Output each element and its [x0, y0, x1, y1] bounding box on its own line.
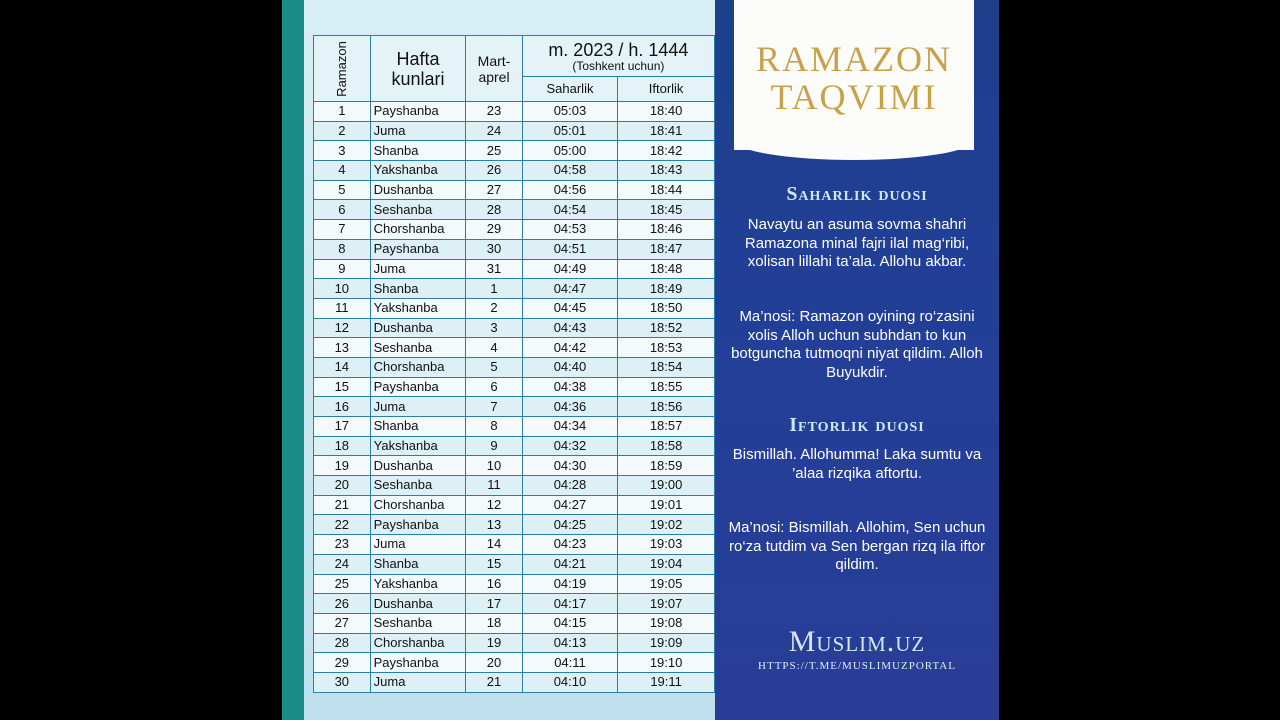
cell-saharlik-time: 05:03: [522, 102, 617, 122]
cell-ramazon-day: 29: [314, 653, 371, 673]
cell-weekday: Shanba: [370, 141, 466, 161]
cell-ramazon-day: 6: [314, 200, 371, 220]
teal-side-strip: [282, 0, 304, 720]
cell-date: 14: [466, 535, 522, 555]
cell-saharlik-time: 04:19: [522, 574, 617, 594]
cell-iftorlik-time: 19:11: [618, 672, 715, 692]
cell-saharlik-time: 04:54: [522, 200, 617, 220]
cell-saharlik-time: 04:34: [522, 417, 617, 437]
cell-weekday: Dushanba: [370, 594, 466, 614]
saharlik-meaning: Ma’nosi: Ramazon oyining ro‘zasini xolis Alloh uchun subhdan to kun botguncha tutmoqni niyat qildim. Alloh Buyukdir.: [731, 308, 983, 381]
cell-date: 13: [466, 515, 522, 535]
ramadan-calendar-poster: [282, 0, 999, 720]
saharlik-title: Saharlik duosi: [786, 183, 928, 205]
cell-ramazon-day: 25: [314, 574, 371, 594]
cell-iftorlik-time: 19:03: [618, 535, 715, 555]
cell-iftorlik-time: 18:59: [618, 456, 715, 476]
cell-date: 6: [466, 377, 522, 397]
cell-ramazon-day: 13: [314, 338, 371, 358]
cell-iftorlik-time: 18:58: [618, 436, 715, 456]
iftorlik-title: Iftorlik duosi: [789, 414, 925, 436]
cell-iftorlik-time: 18:53: [618, 338, 715, 358]
cell-ramazon-day: 18: [314, 436, 371, 456]
cell-ramazon-day: 26: [314, 594, 371, 614]
cell-date: 24: [466, 121, 522, 141]
table-row: [314, 495, 715, 515]
cell-ramazon-day: 30: [314, 672, 371, 692]
cell-date: 27: [466, 180, 522, 200]
cell-saharlik-time: 04:43: [522, 318, 617, 338]
table-row: [314, 417, 715, 437]
table-row: [314, 141, 715, 161]
cell-weekday: Payshanba: [370, 239, 466, 259]
table-row: [314, 613, 715, 633]
cell-date: 18: [466, 613, 522, 633]
table-row: [314, 357, 715, 377]
cell-weekday: Payshanba: [370, 102, 466, 122]
cell-weekday: Shanba: [370, 279, 466, 299]
table-row: [314, 298, 715, 318]
cell-weekday: Seshanba: [370, 338, 466, 358]
saharlik-text: Navaytu an asuma sovma shahri Ramazona minal fajri ilal mag‘ribi, xolisan lillahi ta’ala. Allohu akbar.: [744, 216, 970, 270]
cell-weekday: Chorshanba: [370, 220, 466, 240]
table-row: [314, 121, 715, 141]
cell-iftorlik-time: 19:01: [618, 495, 715, 515]
banner-title: RAMAZON TAQVIMI: [755, 39, 952, 117]
cell-weekday: Payshanba: [370, 377, 466, 397]
table-row: [314, 535, 715, 555]
table-row: [314, 279, 715, 299]
header-ramazon: Ramazon: [314, 36, 371, 102]
cell-saharlik-time: 04:11: [522, 653, 617, 673]
cell-date: 30: [466, 239, 522, 259]
cell-saharlik-time: 04:42: [522, 338, 617, 358]
prayers-panel: [715, 0, 999, 720]
cell-ramazon-day: 10: [314, 279, 371, 299]
calendar-panel: [282, 0, 715, 720]
cell-weekday: Yakshanba: [370, 436, 466, 456]
table-row: [314, 220, 715, 240]
cell-weekday: Juma: [370, 259, 466, 279]
cell-iftorlik-time: 19:08: [618, 613, 715, 633]
cell-iftorlik-time: 18:52: [618, 318, 715, 338]
cell-saharlik-time: 05:00: [522, 141, 617, 161]
cell-saharlik-time: 04:25: [522, 515, 617, 535]
cell-iftorlik-time: 19:10: [618, 653, 715, 673]
cell-iftorlik-time: 18:57: [618, 417, 715, 437]
cell-ramazon-day: 19: [314, 456, 371, 476]
cell-ramazon-day: 15: [314, 377, 371, 397]
table-row: [314, 161, 715, 181]
cell-weekday: Yakshanba: [370, 161, 466, 181]
cell-ramazon-day: 7: [314, 220, 371, 240]
cell-weekday: Juma: [370, 672, 466, 692]
cell-date: 16: [466, 574, 522, 594]
cell-date: 3: [466, 318, 522, 338]
cell-ramazon-day: 20: [314, 476, 371, 496]
table-row: [314, 259, 715, 279]
cell-iftorlik-time: 19:07: [618, 594, 715, 614]
cell-date: 29: [466, 220, 522, 240]
cell-weekday: Seshanba: [370, 476, 466, 496]
cell-date: 11: [466, 476, 522, 496]
table-row: [314, 653, 715, 673]
table-row: [314, 318, 715, 338]
cell-date: 23: [466, 102, 522, 122]
cell-weekday: Juma: [370, 121, 466, 141]
cell-saharlik-time: 04:49: [522, 259, 617, 279]
cell-iftorlik-time: 18:45: [618, 200, 715, 220]
calendar-rows: [314, 102, 715, 693]
cell-iftorlik-time: 18:42: [618, 141, 715, 161]
iftorlik-text: Bismillah. Allohumma! Laka sumtu va ’alaa rizqika aftortu.: [732, 446, 982, 482]
cell-ramazon-day: 28: [314, 633, 371, 653]
cell-weekday: Seshanba: [370, 200, 466, 220]
cell-iftorlik-time: 18:44: [618, 180, 715, 200]
cell-saharlik-time: 04:13: [522, 633, 617, 653]
cell-saharlik-time: 04:10: [522, 672, 617, 692]
cell-ramazon-day: 17: [314, 417, 371, 437]
cell-saharlik-time: 04:32: [522, 436, 617, 456]
cell-saharlik-time: 04:15: [522, 613, 617, 633]
cell-date: 19: [466, 633, 522, 653]
cell-saharlik-time: 04:40: [522, 357, 617, 377]
cell-ramazon-day: 1: [314, 102, 371, 122]
header-date: Mart- aprel: [466, 36, 522, 102]
cell-saharlik-time: 04:56: [522, 180, 617, 200]
cell-saharlik-time: 05:01: [522, 121, 617, 141]
cell-ramazon-day: 2: [314, 121, 371, 141]
cell-date: 9: [466, 436, 522, 456]
table-row: [314, 239, 715, 259]
cell-weekday: Chorshanba: [370, 633, 466, 653]
cell-iftorlik-time: 18:40: [618, 102, 715, 122]
cell-iftorlik-time: 19:04: [618, 554, 715, 574]
cell-weekday: Payshanba: [370, 515, 466, 535]
cell-date: 17: [466, 594, 522, 614]
cell-weekday: Shanba: [370, 417, 466, 437]
cell-saharlik-time: 04:17: [522, 594, 617, 614]
table-row: [314, 554, 715, 574]
telegram-link[interactable]: HTTPS://T.ME/MUSLIMUZPORTAL: [758, 660, 956, 672]
cell-date: 5: [466, 357, 522, 377]
cell-ramazon-day: 21: [314, 495, 371, 515]
cell-iftorlik-time: 18:50: [618, 298, 715, 318]
cell-iftorlik-time: 18:48: [618, 259, 715, 279]
table-row: [314, 515, 715, 535]
table-row: [314, 377, 715, 397]
cell-iftorlik-time: 18:55: [618, 377, 715, 397]
cell-date: 20: [466, 653, 522, 673]
header-year: m. 2023 / h. 1444 (Toshkent uchun): [522, 36, 714, 77]
cell-date: 7: [466, 397, 522, 417]
cell-date: 4: [466, 338, 522, 358]
cell-ramazon-day: 9: [314, 259, 371, 279]
cell-weekday: Yakshanba: [370, 298, 466, 318]
cell-ramazon-day: 22: [314, 515, 371, 535]
cell-iftorlik-time: 19:00: [618, 476, 715, 496]
cell-weekday: Juma: [370, 535, 466, 555]
table-row: [314, 456, 715, 476]
cell-date: 28: [466, 200, 522, 220]
cell-saharlik-time: 04:38: [522, 377, 617, 397]
cell-ramazon-day: 5: [314, 180, 371, 200]
cell-weekday: Dushanba: [370, 180, 466, 200]
cell-ramazon-day: 24: [314, 554, 371, 574]
cell-weekday: Seshanba: [370, 613, 466, 633]
table-row: [314, 594, 715, 614]
table-row: [314, 574, 715, 594]
cell-date: 25: [466, 141, 522, 161]
cell-weekday: Dushanba: [370, 456, 466, 476]
table-row: [314, 102, 715, 122]
cell-saharlik-time: 04:51: [522, 239, 617, 259]
table-row: [314, 397, 715, 417]
cell-ramazon-day: 27: [314, 613, 371, 633]
table-row: [314, 180, 715, 200]
table-row: [314, 672, 715, 692]
cell-iftorlik-time: 18:54: [618, 357, 715, 377]
table-row: [314, 200, 715, 220]
table-row: [314, 633, 715, 653]
cell-weekday: Yakshanba: [370, 574, 466, 594]
cell-saharlik-time: 04:27: [522, 495, 617, 515]
cell-iftorlik-time: 19:05: [618, 574, 715, 594]
cell-saharlik-time: 04:36: [522, 397, 617, 417]
cell-date: 12: [466, 495, 522, 515]
cell-iftorlik-time: 18:56: [618, 397, 715, 417]
cell-ramazon-day: 8: [314, 239, 371, 259]
cell-saharlik-time: 04:53: [522, 220, 617, 240]
cell-ramazon-day: 14: [314, 357, 371, 377]
cell-ramazon-day: 3: [314, 141, 371, 161]
title-banner: [734, 0, 974, 150]
cell-saharlik-time: 04:30: [522, 456, 617, 476]
cell-saharlik-time: 04:47: [522, 279, 617, 299]
cell-date: 31: [466, 259, 522, 279]
cell-ramazon-day: 23: [314, 535, 371, 555]
cell-iftorlik-time: 18:49: [618, 279, 715, 299]
header-weekday: Hafta kunlari: [370, 36, 466, 102]
cell-ramazon-day: 4: [314, 161, 371, 181]
cell-iftorlik-time: 19:09: [618, 633, 715, 653]
cell-iftorlik-time: 19:02: [618, 515, 715, 535]
cell-weekday: Chorshanba: [370, 357, 466, 377]
table-row: [314, 338, 715, 358]
cell-iftorlik-time: 18:41: [618, 121, 715, 141]
cell-date: 26: [466, 161, 522, 181]
header-iftorlik: Iftorlik: [618, 77, 715, 102]
brand-logo-text: Muslim.uz: [788, 625, 926, 658]
cell-weekday: Dushanba: [370, 318, 466, 338]
cell-date: 10: [466, 456, 522, 476]
cell-ramazon-day: 12: [314, 318, 371, 338]
iftorlik-meaning: Ma’nosi: Bismillah. Allohim, Sen uchun ro‘za tutdim va Sen bergan rizq ila iftor qildim.: [728, 519, 986, 573]
header-saharlik: Saharlik: [522, 77, 617, 102]
table-row: [314, 436, 715, 456]
cell-weekday: Payshanba: [370, 653, 466, 673]
table-row: [314, 476, 715, 496]
cell-iftorlik-time: 18:47: [618, 239, 715, 259]
cell-saharlik-time: 04:45: [522, 298, 617, 318]
cell-weekday: Juma: [370, 397, 466, 417]
cell-saharlik-time: 04:23: [522, 535, 617, 555]
cell-date: 15: [466, 554, 522, 574]
cell-date: 1: [466, 279, 522, 299]
calendar-table: [313, 35, 715, 693]
cell-weekday: Shanba: [370, 554, 466, 574]
cell-iftorlik-time: 18:46: [618, 220, 715, 240]
cell-ramazon-day: 16: [314, 397, 371, 417]
cell-saharlik-time: 04:21: [522, 554, 617, 574]
cell-date: 21: [466, 672, 522, 692]
cell-ramazon-day: 11: [314, 298, 371, 318]
cell-date: 2: [466, 298, 522, 318]
cell-weekday: Chorshanba: [370, 495, 466, 515]
cell-date: 8: [466, 417, 522, 437]
cell-saharlik-time: 04:28: [522, 476, 617, 496]
cell-iftorlik-time: 18:43: [618, 161, 715, 181]
cell-saharlik-time: 04:58: [522, 161, 617, 181]
